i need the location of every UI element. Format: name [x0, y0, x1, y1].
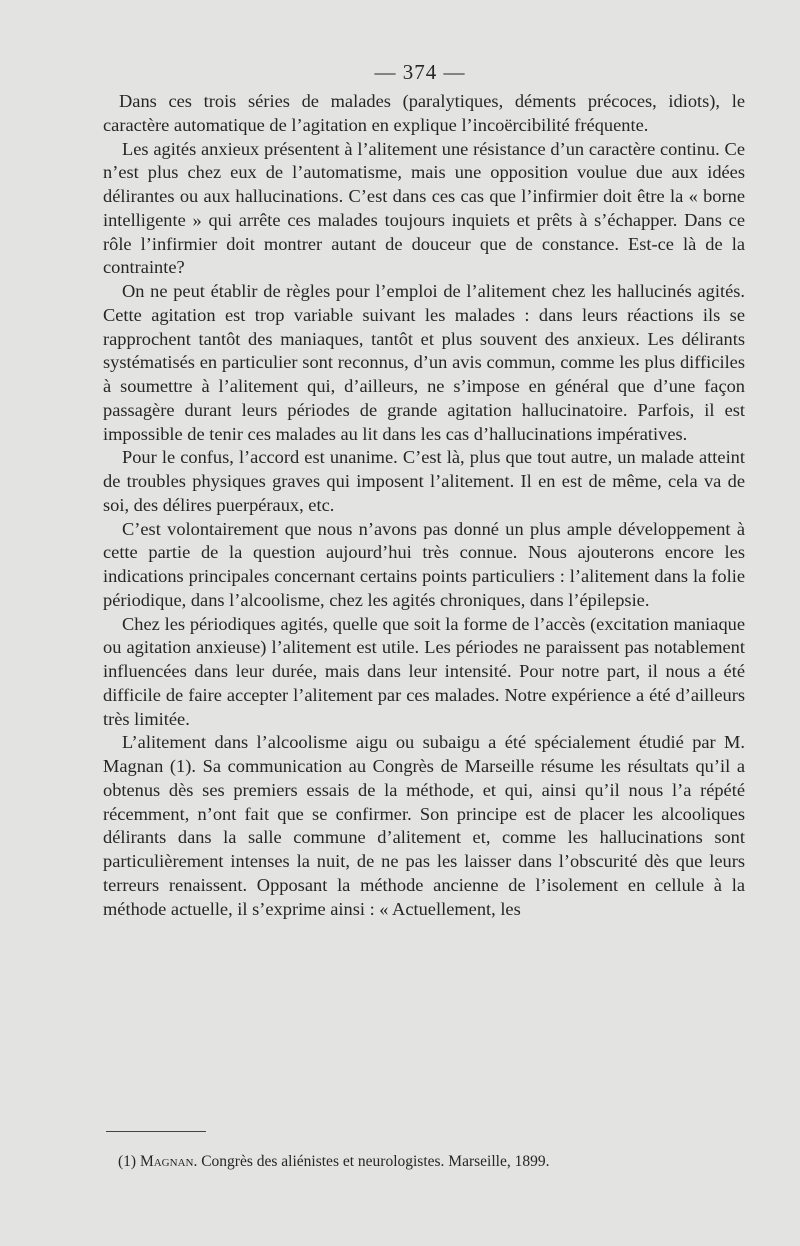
body-text	[103, 90, 745, 921]
footnote-text: Congrès des aliénistes et neurologistes. Marseille, 1899.	[201, 1153, 550, 1170]
page-number: — 374 —	[374, 60, 466, 84]
paragraph-1: Dans ces trois séries de malades (paralytiques, déments précoces, idiots), le caractère automatique de l’agitation en explique l’incoërcibilité fréquente.	[103, 91, 745, 135]
paragraph-6: Chez les périodiques agités, quelle que soit la forme de l’accès (excitation maniaque ou agitation anxieuse) l’alitement est utile. Les périodes ne paraissent pas notablement influencées dans leur durée, mais dans leur intensité. Pour notre part, il nous a été difficile de faire accepter l’alitement par ces malades. Notre expérience a été d’ailleurs très limitée.	[103, 613, 745, 729]
footnote-divider	[106, 1131, 206, 1132]
paragraph-5: C’est volontairement que nous n’avons pas donné un plus ample développement à cette partie de la question aujourd’hui très connue. Nous ajouterons encore les indications principales concernant certains points particuliers : l’alitement dans la folie périodique, dans l’alcoolisme, chez les agités chroniques, dans l’épilepsie.	[103, 518, 745, 610]
footnote-marker: (1)	[118, 1153, 137, 1170]
paragraph-3: On ne peut établir de règles pour l’emploi de l’alitement chez les hallucinés agités. Cette agitation est trop variable suivant les malades : dans leurs réactions ils se rapprochent tantôt des maniaques, tantôt et plus souvent des anxieux. Les délirants systématisés en particulier sont reconnus, d’un avis commun, comme les plus difficiles à soumettre à l’alitement qui, d’ailleurs, ne s’impose en général que d’une façon passagère durant leurs périodes de grande agitation hallucinatoire. Parfois, il est impossible de tenir ces malades au lit dans les cas d’hallucinations impératives.	[103, 281, 745, 444]
paragraph-7: L’alitement dans l’alcoolisme aigu ou subaigu a été spécialement étudié par M. Magnan (1). Sa communication au Congrès de Marseille résume les résultats qu’il a obtenus dès ses premiers essais de la méthode, et qui, ainsi qu’il nous l’a répété récemment, n’ont fait que se confirmer. Son principe est de placer les alcooliques délirants dans la salle commune d’alitement et, comme les hallucinations sont particulièrement intenses la nuit, de ne pas les laisser dans l’obscurité dès que leurs terreurs renaissent. Opposant la méthode ancienne de l’isolement en cellule à la méthode actuelle, il s’exprime ainsi : « Actuellement, les	[103, 732, 745, 919]
paragraph-2: Les agités anxieux présentent à l’alitement une résistance d’un caractère continu. Ce n’est plus chez eux de l’automatisme, mais une opposition voulue due aux idées délirantes ou aux hallucinations. C’est dans ces cas que l’infirmier doit être la « borne intelligente » qui arrête ces malades toujours inquiets et prêts à s’échapper. Dans ce rôle l’infirmier doit montrer autant de douceur que de constance. Est-ce là de la contrainte?	[103, 138, 745, 278]
footnote	[118, 1152, 738, 1172]
paragraph-4: Pour le confus, l’accord est unanime. C’est là, plus que tout autre, un malade atteint de troubles physiques graves qui imposent l’alitement. Il en est de même, cela va de soi, des délires puerpéraux, etc.	[103, 447, 745, 515]
footnote-author: Magnan.	[139, 1153, 198, 1170]
